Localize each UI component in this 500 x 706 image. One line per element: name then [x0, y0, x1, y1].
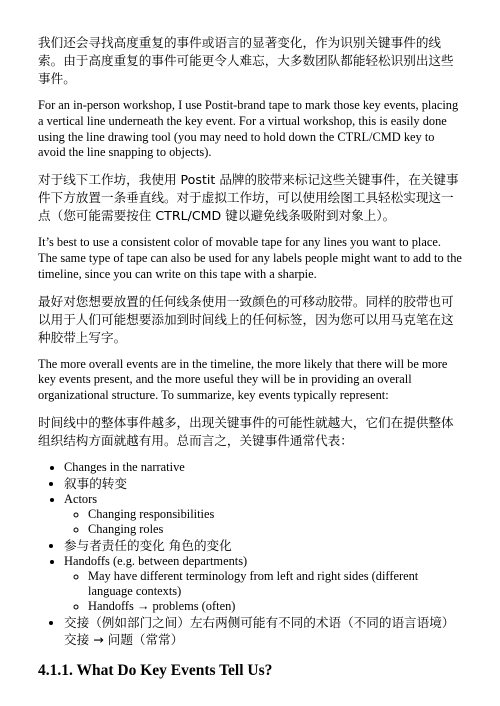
sub-list-item: ◦ May have different terminology from left and right sides (different language contexts) [88, 569, 462, 599]
sub-list [64, 569, 462, 614]
sub-list-item: ◦ Changing roles [88, 522, 462, 537]
sub-list-item: ◦ Changing responsibilities [88, 507, 462, 522]
paragraph-en-summary: The more overall events are in the timeline, the more likely that there will be more key events present, and the more useful they will be in providing an overall organizational structure. To summarize, key events typically represent: [38, 356, 448, 403]
list-item: • Changes in the narrative [64, 460, 462, 475]
sub-list-item: ◦ Handoffs → problems (often) [88, 599, 462, 614]
paragraph-en-tape: For an in-person workshop, I use Postit-brand tape to mark those key events, placing a vertical line underneath the key event. For a virtual workshop, this is easily done using the line drawing tool (you may need to hold down the CTRL/CMD key to avoid the line snapping to objects). [38, 98, 459, 160]
paragraph-en-consistent-color: It’s best to use a consistent color of movable tape for any lines you want to place. The same type of tape can also be used for any labels people might want to add to the timeline, since you can write on this tape with a sharpie. [38, 235, 462, 281]
list-item: • 参与者责任的变化 角色的变化 [64, 537, 462, 554]
paragraph-zh-tape: 对于线下工作坊，我使用 Postit 品牌的胶带来标记这些关键事件，在关键事件下方放置一条垂直线。对于虚拟工作坊，可以使用绘图工具轻松实现这一点（您可能需要按住 CTRL/CMD 键以避免线条吸附到对象上）。 [38, 172, 459, 224]
section-heading: 4.1.1. What Do Key Events Tell Us? [38, 661, 273, 679]
sub-list [64, 507, 462, 537]
key-events-list [38, 460, 462, 648]
list-item: • 叙事的转变 [64, 475, 462, 492]
list-item: • Handoffs (e.g. between departments) ◦ May have different terminology from left and right sides (different language contexts) ◦ Handoffs → problems (often) [64, 554, 462, 614]
list-item: • Actors ◦ Changing responsibilities ◦ Changing roles [64, 492, 462, 537]
paragraph-zh-consistent-color: 最好对您想要放置的任何线条使用一致颜色的可移动胶带。同样的胶带也可以用于人们可能想要添加到时间线上的任何标签，因为您可以用马克笔在这种胶带上写字。 [38, 293, 454, 345]
list-item: • 交接（例如部门之间）左右两侧可能有不同的术语（不同的语言语境）交接 → 问题（常常） [64, 614, 462, 648]
paragraph-zh-repetition: 我们还会寻找高度重复的事件或语言的显著变化，作为识别关键事件的线索。由于高度重复的事件可能更令人难忘，大多数团队都能轻松识别出这些事件。 [38, 35, 454, 86]
document-page [38, 34, 462, 680]
paragraph-zh-summary: 时间线中的整体事件越多，出现关键事件的可能性就越大，它们在提供整体组织结构方面就越有用。总而言之，关键事件通常代表： [38, 414, 454, 448]
